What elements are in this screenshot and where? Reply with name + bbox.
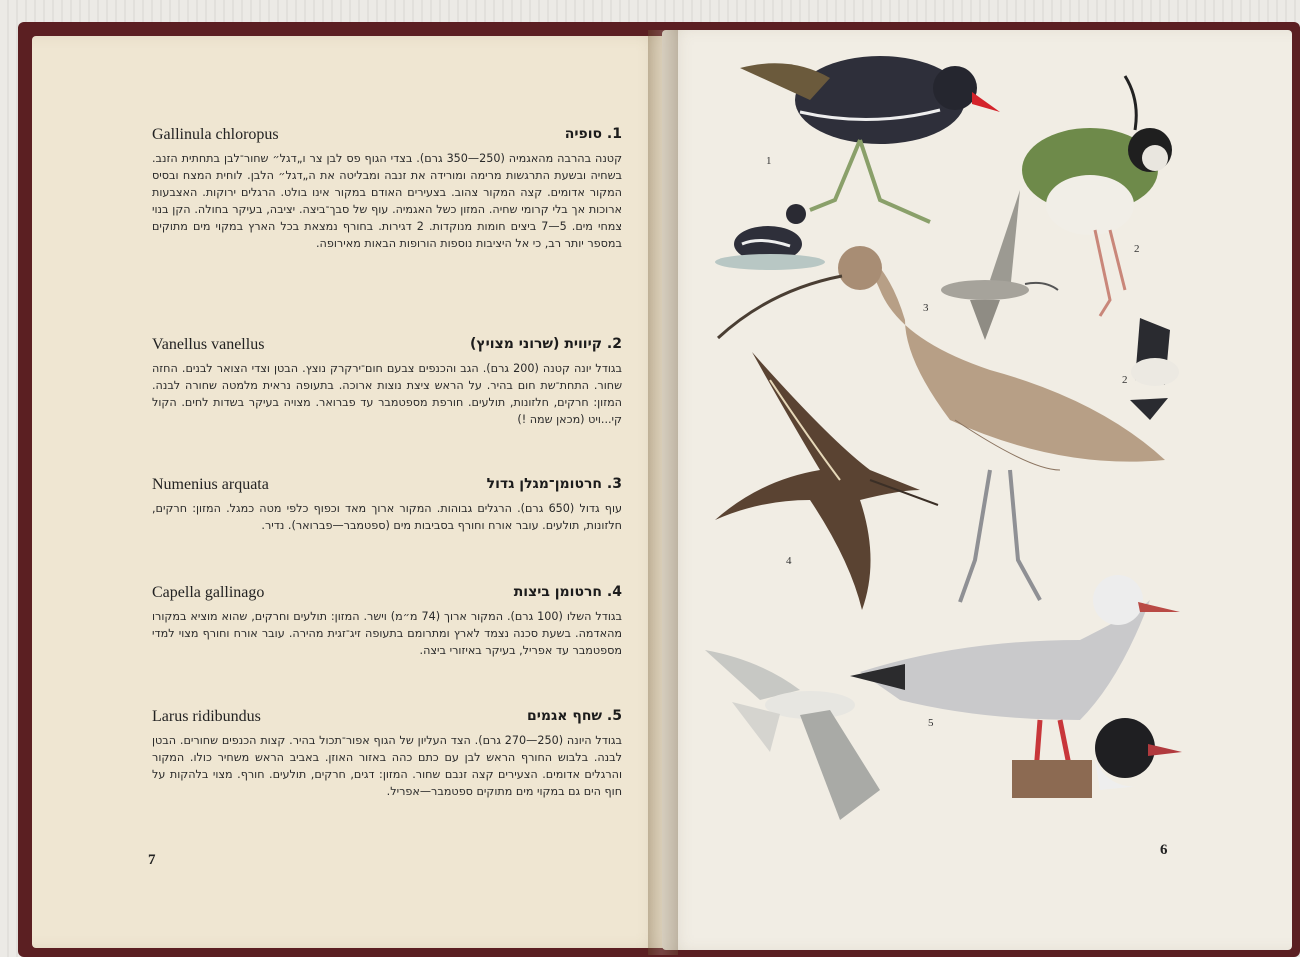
entry-text: בגודל יונה קטנה (200 גרם). הגב והכנפים צבעם חום־ירקרק נוצץ. הבטן וצדי הצואר לבנים. החזה שחור. התחת־שת חום בהיר. על הראש ציצת נוצות ארוכה. בתעופה נראית מלמטה שחורה לבנה. המזון: חרקים, חלזונות, תולעים. חורפת מספטמבר עד פברואר. מצויה בעיקר בשדות לחים. הקול קי...ויט (מכאן שמה !) (152, 362, 622, 426)
entry-text: קטנה בהרבה מהאגמיה (250—350 גרם). בצדי הגוף פס לבן צר ו„דגל״ שחור־לבן בתחתית הזנב. בשחיה ובשעת התרגשות מרימה ומורידה את זנבה ומבליטה את ה„דגל״ הלבן. לוחית המצח ובסיס המקור אדומים. קצה המקור צהוב. בצעירים האודם במקור אינו בולט. הרגלים ירוקות. האצבעות ארוכות אך בלי קרומי שחיה. המזון כשל האגמיה. עוף של סבך־ביצה. יציבה, בעיקר בחולה. הקן בנוי צמחי מים. 5—7 ביצים חומות מנוקדות. 2 דגירות. בחורף נמצאת בכל הארץ במקוי מים מתוקים במספר יותר רב, כי אל היציבות נוספות הורופות הבאות מאירופה. (152, 152, 623, 250)
figure-label: 5 (928, 717, 934, 729)
latin-name: Larus ridibundus (152, 708, 261, 725)
gull-summer-head-illustration (1095, 718, 1182, 790)
hebrew-name: 3. חרטומן־מגלן גדול (486, 476, 622, 492)
moorhen-swimming-illustration (715, 204, 825, 270)
entry-text: בגודל היונה (250—270 גרם). הצד העליון של הגוף אפור־תכול בהיר. קצות הכנפים שחורים. הבטן לבנה. בלבוש החורף הראש לבן עם כתם כהה באזור האוזן. באביב הראש משחיר כולו. המקור והרגלים אדומים. הצעירים קצה זנבם שחור. המזון: דגים, חרקים, תולעים. חורף. מצוי בלהקות על חוף הים גם במקוי מים מתוקים ספטמבר—אפריל. (152, 734, 623, 798)
latin-name: Capella gallinago (152, 584, 265, 601)
figure-label: 4 (786, 555, 792, 567)
latin-name: Vanellus vanellus (152, 336, 265, 353)
latin-name: Gallinula chloropus (152, 126, 279, 143)
entry-text: עוף גדול (650 גרם). הרגלים גבוהות. המקור ארוך מאד וכפוף כלפי מטה כמגל. המזון: חרקים, חלזונות, תולעים. עובר אורח וחורף בסביבות מים (ספטמבר—פברואר). נדיר. (152, 502, 623, 532)
figure-label: 2 (1134, 243, 1140, 255)
hebrew-name: 5. שחף אגמים (527, 708, 622, 724)
lapwing-flying-illustration (1130, 318, 1179, 420)
hebrew-name: 2. קיווית (שרוני מצויץ) (470, 336, 622, 352)
lapwing-illustration (1022, 76, 1172, 316)
moorhen-illustration (740, 56, 1000, 222)
snipe-illustration (715, 352, 938, 610)
hebrew-name: 1. סופיה (564, 126, 622, 142)
curlew-illustration (718, 246, 1165, 602)
entry-text: בגודל השלו (100 גרם). המקור ארוך (74 מ״מ) וישר. המזון: תולעים וחרקים, שהוא מוציא במקורו מהאדמה. בשעת סכנה נצמד לארץ ומתרומם בתעופה זיג־זגית מהירה. עובר אורח וחורף מצוי למדי מספטמבר עד אפריל, בעיקר באיזורי ביצה. (152, 610, 623, 657)
figure-label: 2 (1122, 374, 1128, 386)
left-page-number: 7 (148, 852, 156, 868)
latin-name: Numenius arquata (152, 476, 269, 493)
hebrew-name: 4. חרטומן ביצות (513, 584, 622, 600)
figure-label: 3 (923, 302, 929, 314)
figure-label: 1 (766, 155, 772, 167)
right-page-number: 6 (1160, 842, 1168, 858)
curlew-flying-illustration (941, 190, 1058, 340)
